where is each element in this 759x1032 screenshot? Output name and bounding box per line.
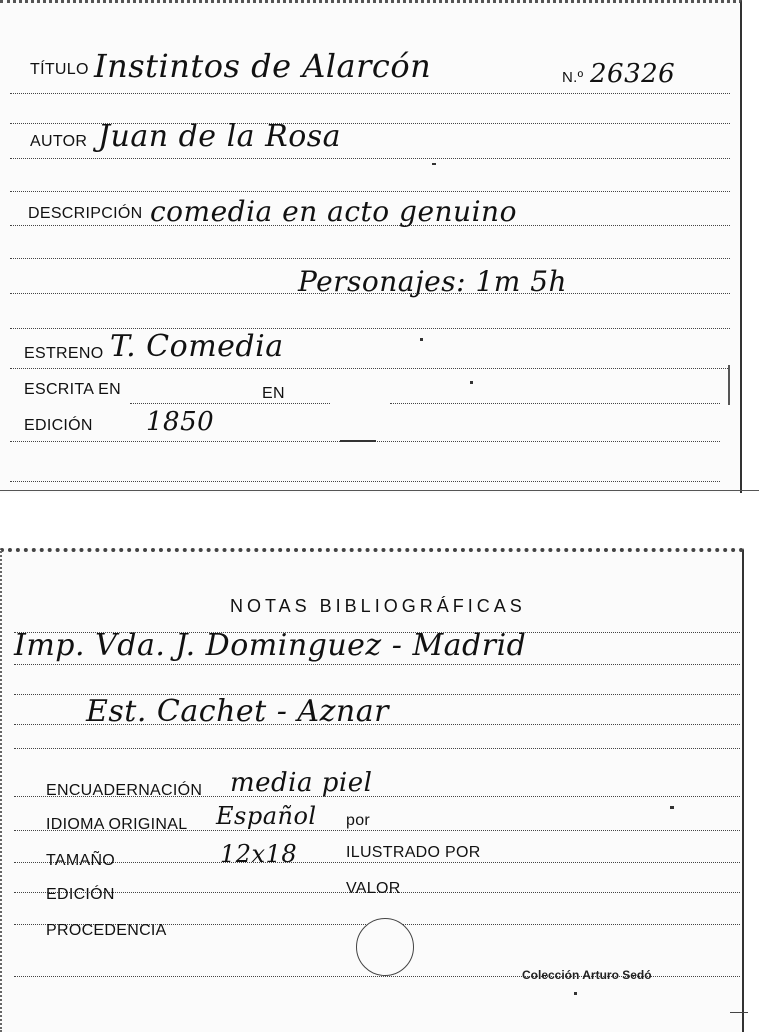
por-label: por — [346, 812, 371, 829]
ink-speck — [574, 992, 577, 995]
ruled-line — [130, 403, 330, 404]
numero-value: 26326 — [590, 59, 676, 89]
catalog-card-back — [0, 548, 744, 1032]
ruled-line — [10, 481, 720, 482]
ruled-line — [10, 368, 730, 369]
estreno-value: T. Comedia — [110, 329, 284, 364]
ruled-line — [14, 862, 740, 863]
tamano-label: TAMAÑO — [46, 852, 116, 869]
collection-footer: Colección Arturo Sedó — [522, 968, 652, 982]
encuadernacion-value: media piel — [230, 768, 373, 798]
ruled-line — [10, 158, 730, 159]
ruled-line — [10, 191, 730, 192]
procedencia-label: PROCEDENCIA — [46, 922, 167, 939]
valor-label: VALOR — [346, 880, 401, 897]
idioma-original-value: Español — [216, 802, 317, 830]
edicion-label: EDICIÓN — [24, 417, 93, 434]
edicion-value: 1850 — [146, 407, 215, 437]
descripcion-extra: Personajes: 1m 5h — [298, 265, 568, 298]
titulo-value: Instintos de Alarcón — [94, 47, 432, 85]
ruled-line — [10, 258, 730, 259]
estreno-label: ESTRENO — [24, 345, 104, 362]
encuadernacion-label: ENCUADERNACIÓN — [46, 782, 203, 799]
edge-mark — [728, 365, 730, 405]
edicion-label: EDICIÓN — [46, 886, 115, 903]
punch-hole — [356, 918, 414, 976]
descripcion-value: comedia en acto genuino — [150, 195, 517, 228]
ruled-line — [390, 403, 720, 404]
ink-speck — [470, 381, 473, 384]
descripcion-label: DESCRIPCIÓN — [28, 205, 143, 222]
en-label: EN — [262, 385, 285, 402]
idioma-original-label: IDIOMA ORIGINAL — [46, 816, 188, 833]
numero-label: N.º — [562, 69, 584, 86]
autor-label: AUTOR — [30, 133, 88, 150]
titulo-label: TÍTULO — [30, 61, 89, 78]
ink-speck — [420, 338, 423, 341]
tamano-value: 12x18 — [220, 840, 298, 868]
ink-speck — [432, 163, 436, 165]
notas-heading: NOTAS BIBLIOGRÁFICAS — [230, 596, 526, 616]
note-line-2: Est. Cachet - Aznar — [86, 694, 389, 729]
card-separator — [0, 490, 759, 491]
catalog-card-front — [0, 0, 742, 493]
ruled-line — [14, 748, 740, 749]
note-line-1: Imp. Vda. J. Dominguez - Madrid — [14, 628, 527, 663]
ruled-line — [10, 93, 730, 94]
ilustrado-por-label: ILUSTRADO POR — [346, 844, 481, 861]
edge-mark — [730, 1012, 748, 1013]
autor-value: Juan de la Rosa — [98, 119, 342, 154]
escrita-en-label: ESCRITA EN — [24, 381, 121, 398]
ink-speck — [670, 806, 674, 809]
ruled-line — [14, 664, 740, 665]
punch-mark — [340, 440, 376, 442]
